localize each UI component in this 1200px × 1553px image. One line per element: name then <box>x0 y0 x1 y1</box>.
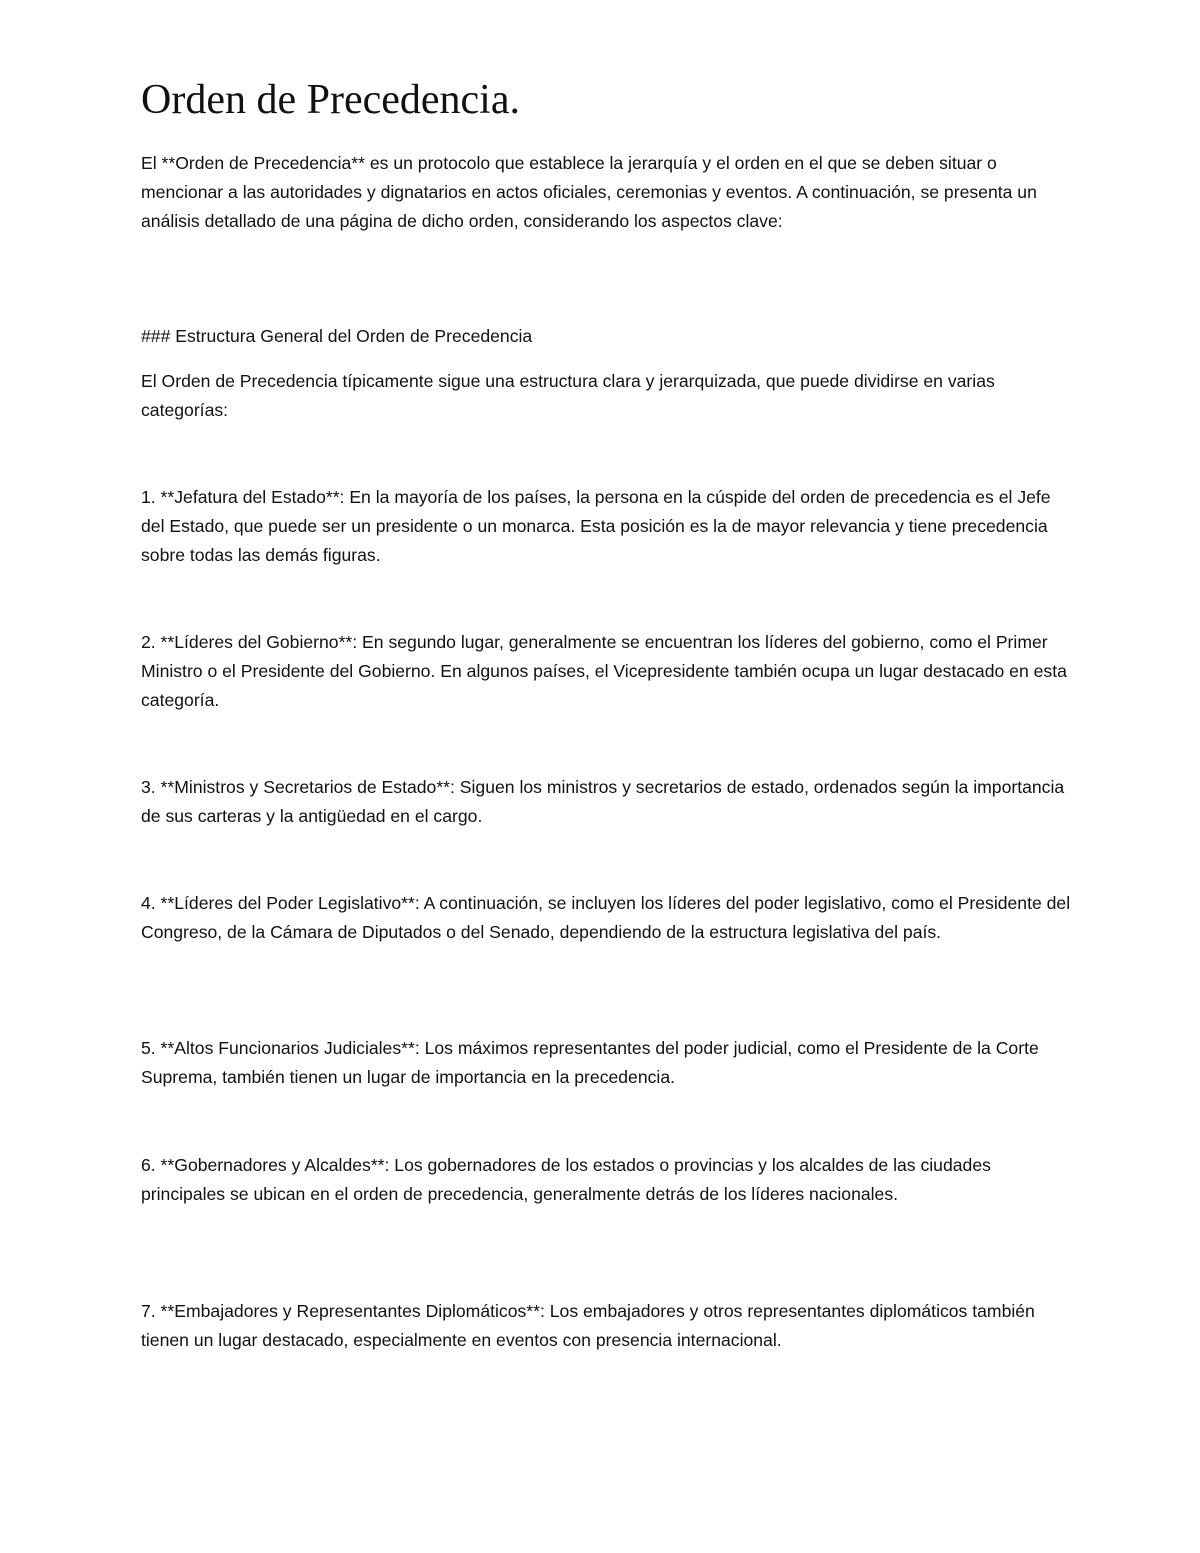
list-item-4: 4. **Líderes del Poder Legislativo**: A continuación, se incluyen los líderes del poder legislativo, como el Presidente del Congreso, de la Cámara de Diputados o del Senado, dependiendo de la estructura legislativa del país. <box>141 893 1071 942</box>
list-item-7: 7. **Embajadores y Representantes Diplomáticos**: Los embajadores y otros representantes diplomáticos también tienen un lugar destacado, especialmente en eventos con presencia internacional. <box>141 1301 1035 1350</box>
list-item-3: 3. **Ministros y Secretarios de Estado**: Siguen los ministros y secretarios de estado, ordenados según la importancia de sus carteras y la antigüedad en el cargo. <box>141 777 1065 826</box>
document-title: Orden de Precedencia. <box>141 77 520 123</box>
list-item-1: 1. **Jefatura del Estado**: En la mayoría de los países, la persona en la cúspide del orden de precedencia es el Jefe del Estado, que puede ser un presidente o un monarca. Esta posición es la de mayor relevancia y tiene precedencia sobre todas las demás figuras. <box>141 487 1051 565</box>
section-intro-paragraph: El Orden de Precedencia típicamente sigue una estructura clara y jerarquizada, que puede dividirse en varias categorías: <box>141 371 995 420</box>
list-item-5: 5. **Altos Funcionarios Judiciales**: Los máximos representantes del poder judicial, como el Presidente de la Corte Suprema, también tienen un lugar de importancia en la precedencia. <box>141 1038 1039 1087</box>
list-item-6: 6. **Gobernadores y Alcaldes**: Los gobernadores de los estados o provincias y los alcaldes de las ciudades principales se ubican en el orden de precedencia, generalmente detrás de los líderes nacionales. <box>141 1155 991 1204</box>
list-item-2: 2. **Líderes del Gobierno**: En segundo lugar, generalmente se encuentran los líderes del gobierno, como el Primer Ministro o el Presidente del Gobierno. En algunos países, el Vicepresidente también ocupa un lugar destacado en esta categoría. <box>141 632 1067 710</box>
section-heading: ### Estructura General del Orden de Precedencia <box>141 326 533 346</box>
intro-paragraph: El **Orden de Precedencia** es un protocolo que establece la jerarquía y el orden en el que se deben situar o mencionar a las autoridades y dignatarios en actos oficiales, ceremonias y eventos. A continuación, se presenta un análisis detallado de una página de dicho orden, considerando los aspectos clave: <box>141 153 1037 231</box>
